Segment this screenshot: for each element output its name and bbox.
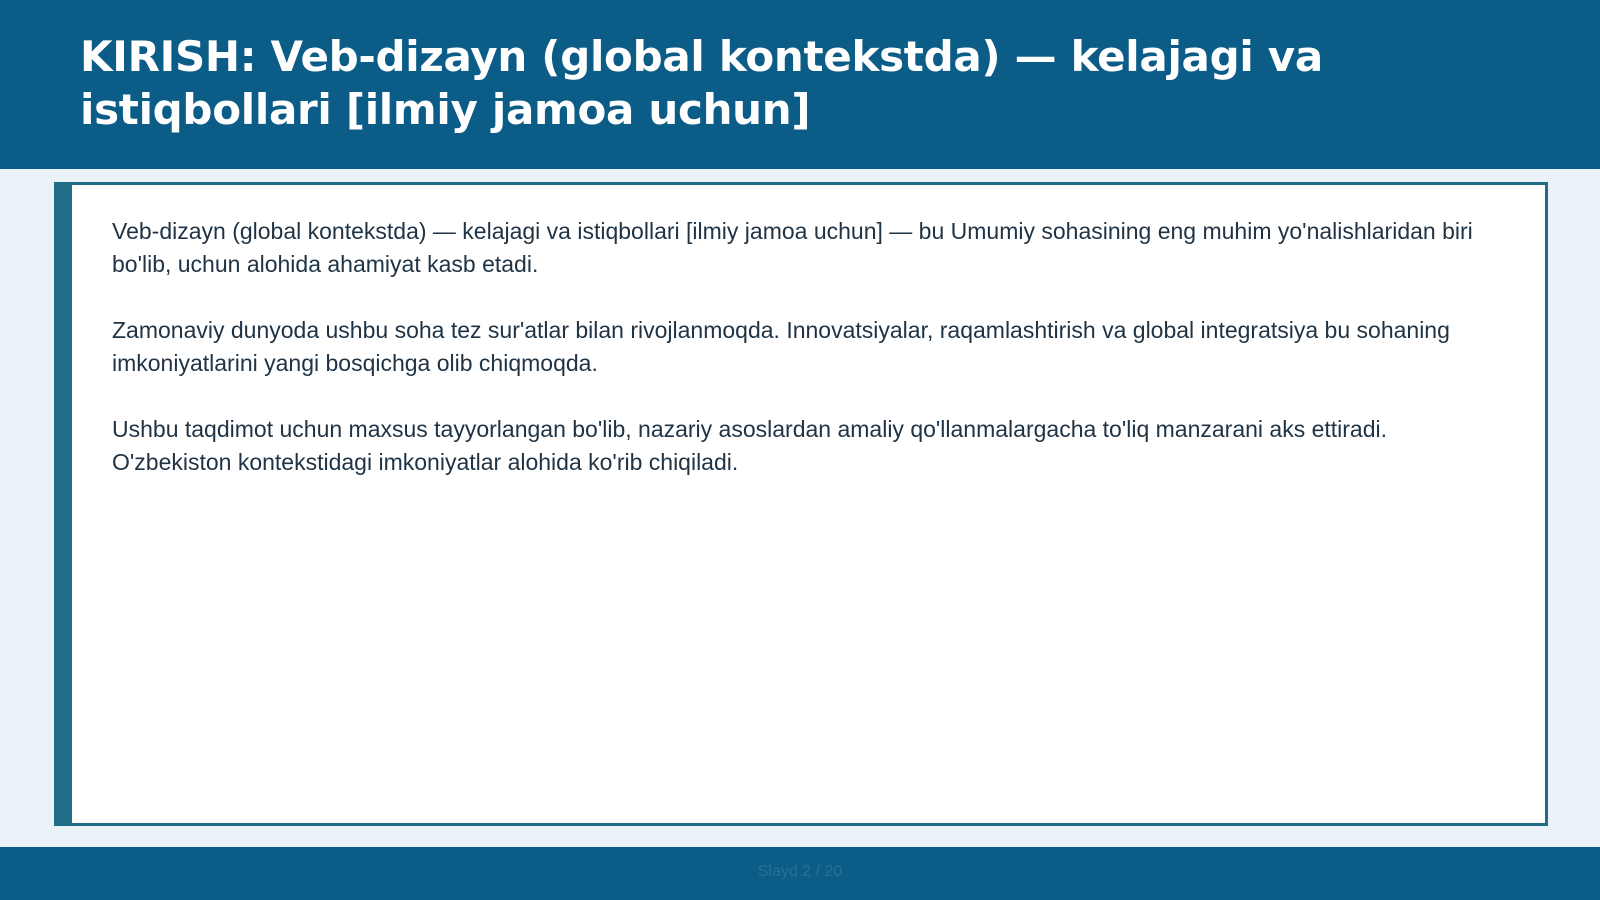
- slide-header: [0, 0, 1600, 169]
- intro-paragraph-1: Veb-dizayn (global kontekstda) — kelajagi va istiqbollari [ilmiy jamoa uchun] — bu Umumiy sohasining eng muhim yo'nalishlaridan biri bo'lib, uchun alohida ahamiyat kasb etadi.: [112, 218, 1473, 277]
- content-panel: [54, 182, 1548, 826]
- slide-footer: [0, 847, 1600, 900]
- slide-number: Slayd 2 / 20: [757, 863, 843, 880]
- intro-paragraph-2: Zamonaviy dunyoda ushbu soha tez sur'atlar bilan rivojlanmoqda. Innovatsiyalar, raqamlashtirish va global integratsiya bu sohaning imkoniyatlarini yangi bosqichga olib chiqmoqda.: [112, 317, 1450, 376]
- slide-title: KIRISH: Veb-dizayn (global kontekstda) — kelajagi va istiqbollari [ilmiy jamoa uchun]: [80, 32, 1323, 134]
- intro-paragraph-3: Ushbu taqdimot uchun maxsus tayyorlangan bo'lib, nazariy asoslardan amaliy qo'llanmalargacha to'liq manzarani aks ettiradi. O'zbekiston kontekstidagi imkoniyatlar alohida ko'rib chiqiladi.: [112, 416, 1388, 475]
